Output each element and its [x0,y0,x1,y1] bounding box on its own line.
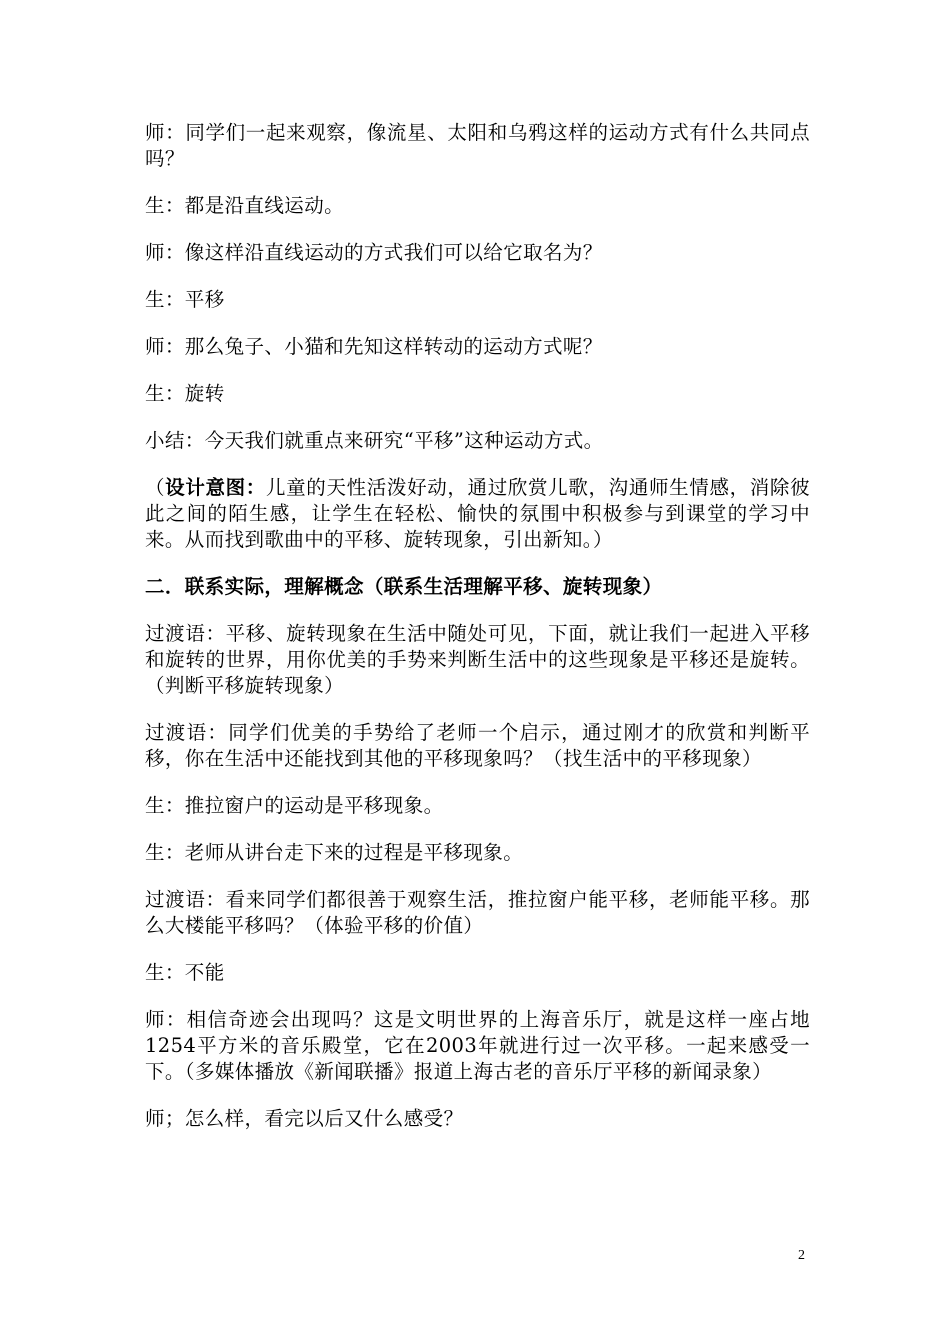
paragraph: 生：不能 [145,961,225,984]
paragraph: 生：推拉窗户的运动是平移现象。 [145,794,444,817]
paragraph: 生：老师从讲台走下来的过程是平移现象。 [145,841,524,864]
paragraph: 师：那么兔子、小猫和先知这样转动的运动方式呢？ [145,335,603,358]
paragraph: 生：旋转 [145,382,225,405]
paragraph: 师：相信奇迹会出现吗？这是文明世界的上海音乐厅，就是这样一座占地1254平方米的音乐殿堂，它在2003年就进行过一次平移。一起来感受一下。（多媒体播放《新闻联播》报道上海古老的音乐厅平移的新闻录象） [145,1008,810,1083]
paragraph: 生：都是沿直线运动。 [145,194,345,217]
paragraph: 过渡语：平移、旋转现象在生活中随处可见，下面，就让我们一起进入平移和旋转的世界，用你优美的手势来判断生活中的这些现象是平移还是旋转。（判断平移旋转现象） [145,622,810,697]
design-note-open-paren: （ [145,476,166,499]
paragraph: 生：平移 [145,288,225,311]
paragraph: 过渡语：看来同学们都很善于观察生活，推拉窗户能平移，老师能平移。那么大楼能平移吗？（体验平移的价值） [145,888,810,937]
paragraph: 师：像这样沿直线运动的方式我们可以给它取名为？ [145,241,603,264]
document-body [145,120,810,1153]
paragraph: 师；怎么样，看完以后又什么感受？ [145,1107,464,1130]
paragraph: 小结：今天我们就重点来研究“平移”这种运动方式。 [145,429,604,452]
section-heading: 二．联系实际，理解概念（联系生活理解平移、旋转现象） [145,575,663,598]
design-intent-note [145,475,810,553]
design-note-text: 儿童的天性活泼好动，通过欣赏儿歌，沟通师生情感，消除彼此之间的陌生感，让学生在轻松、愉快的氛围中积极参与到课堂的学习中来。从而找到歌曲中的平移、旋转现象，引出新知。） [145,476,810,551]
page-number: 2 [798,1248,805,1263]
design-note-label: 设计意图： [165,476,266,499]
paragraph: 师：同学们一起来观察，像流星、太阳和乌鸦这样的运动方式有什么共同点吗？ [145,121,810,170]
paragraph: 过渡语：同学们优美的手势给了老师一个启示，通过刚才的欣赏和判断平移，你在生活中还能找到其他的平移现象吗？（找生活中的平移现象） [145,721,810,770]
